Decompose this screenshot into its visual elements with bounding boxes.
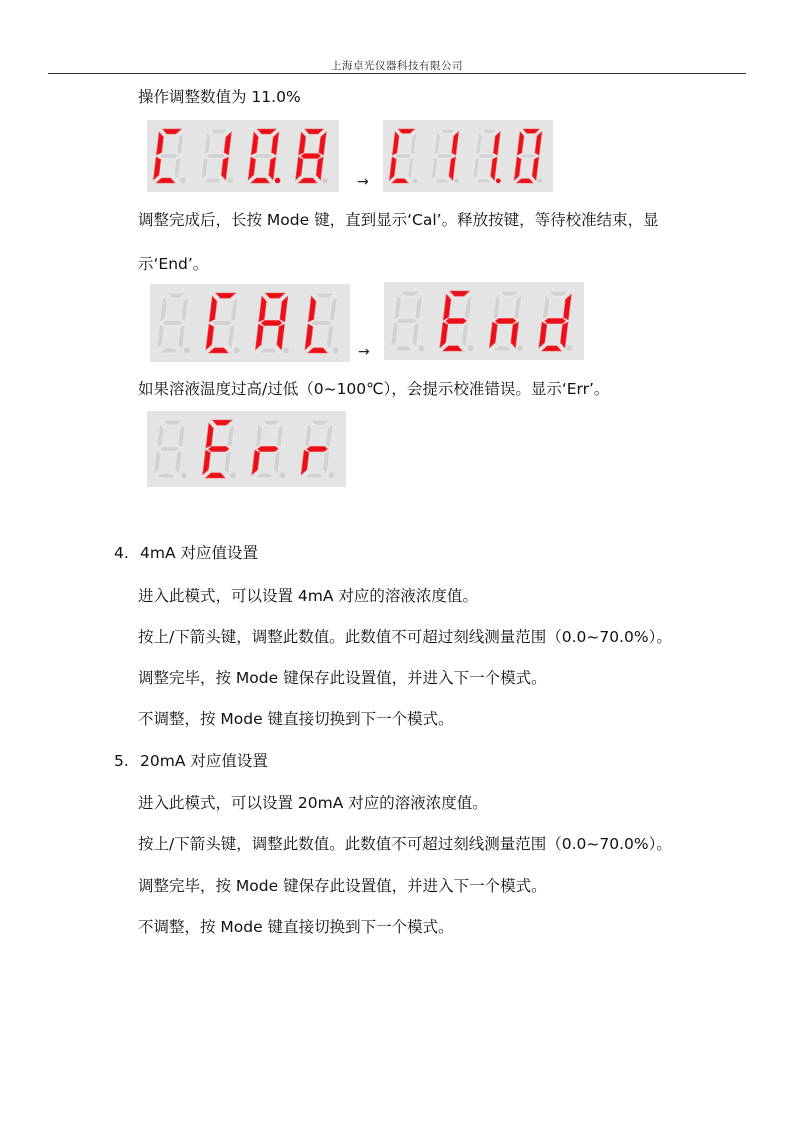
segment-unlit-d [492, 346, 512, 351]
segment-unlit-d [433, 179, 450, 183]
segment-lit-e [514, 157, 521, 181]
segment-lit-b [319, 132, 326, 155]
segment-lit-f [392, 132, 399, 156]
segment-unlit-a [262, 420, 282, 425]
segment-lit-d [205, 473, 225, 478]
segment-lit-c [560, 322, 568, 348]
segment-unlit-f [255, 423, 263, 448]
decimal-point-1 [227, 178, 232, 183]
segment-lit-f [517, 132, 524, 156]
section-line: 不调整，按 Mode 键直接切换到下一个模式。 [138, 918, 454, 936]
segment-lit-g [258, 446, 279, 451]
segment-lit-d [443, 346, 463, 351]
segment-lit-b [271, 132, 278, 155]
seven-seg-display-cal [150, 284, 350, 362]
segment-lit-e [296, 157, 303, 180]
decimal-point-3 [329, 473, 335, 479]
segment-unlit-b [325, 423, 333, 448]
segment-unlit-e [153, 450, 161, 475]
seven-seg-display-before [147, 120, 339, 192]
segment-lit-c [316, 157, 323, 180]
segment-unlit-e [431, 157, 438, 181]
decimal-point-0 [413, 178, 418, 183]
segment-lit-f [156, 132, 163, 155]
segment-unlit-d [393, 346, 413, 351]
segment-unlit-g [159, 154, 179, 159]
segment-lit-e [203, 450, 211, 475]
section-line: 进入此模式，可以设置 20mA 对应的溶液浓度值。 [138, 794, 488, 812]
segment-lit-f [299, 132, 306, 155]
segment-lit-e [539, 322, 547, 348]
segment-unlit-g [159, 446, 180, 451]
display-svg [147, 120, 339, 192]
segment-lit-c [511, 322, 519, 348]
display-svg [150, 284, 350, 362]
arrow-right-icon: → [357, 174, 369, 190]
decimal-point-0 [181, 473, 187, 479]
segment-unlit-a [311, 420, 331, 425]
decimal-point-3 [333, 348, 339, 354]
segment-unlit-d [258, 348, 278, 353]
segment-lit-e [252, 450, 260, 475]
segment-unlit-d [255, 473, 275, 478]
segment-lit-e [255, 324, 263, 350]
segment-lit-f [443, 294, 451, 320]
segment-unlit-a [210, 129, 229, 134]
segment-lit-a [216, 293, 236, 298]
decimal-point-3 [538, 178, 543, 183]
segment-unlit-d [156, 473, 176, 478]
decimal-point-2 [517, 346, 523, 352]
segment-lit-d [392, 179, 409, 183]
segment-unlit-c [326, 324, 334, 350]
segment-unlit-d [475, 179, 492, 183]
segment-unlit-f [542, 294, 550, 320]
segment-unlit-c [322, 450, 330, 475]
segment-lit-e [248, 157, 255, 180]
segment-lit-b [224, 132, 231, 155]
segment-unlit-g [394, 154, 411, 158]
segment-unlit-g [206, 154, 226, 159]
section-line: 不调整，按 Mode 键直接切换到下一个模式。 [138, 710, 454, 728]
display-svg [384, 282, 584, 360]
calibration-error-text: 如果溶液温度过高/过低（0~100℃），会提示校准错误。显示‘Err’。 [138, 380, 610, 398]
decimal-point-0 [180, 178, 185, 183]
decimal-point-2 [275, 178, 280, 183]
decimal-point-1 [454, 178, 459, 183]
decimal-point-1 [468, 346, 474, 352]
segment-unlit-b [464, 294, 472, 320]
segment-lit-c [277, 324, 285, 350]
segment-unlit-a [499, 291, 519, 296]
segment-lit-f [206, 423, 214, 448]
decimal-point-1 [230, 473, 236, 479]
segment-unlit-c [175, 450, 183, 475]
segment-lit-a [450, 291, 470, 296]
segment-lit-g [261, 320, 282, 325]
segment-lit-g [545, 318, 566, 323]
segment-lit-d [516, 179, 533, 183]
segment-unlit-f [394, 294, 402, 320]
section-title: 4mA 对应值设置 [140, 544, 258, 562]
segment-unlit-c [224, 450, 232, 475]
segment-unlit-f [157, 423, 165, 448]
decimal-point-2 [283, 348, 289, 354]
segment-unlit-g [254, 154, 274, 159]
segment-lit-g [301, 154, 321, 159]
segment-lit-c [221, 157, 228, 180]
segment-unlit-b [276, 423, 284, 448]
segment-lit-e [389, 157, 396, 181]
segment-lit-e [440, 322, 448, 348]
segment-lit-g [446, 318, 467, 323]
decimal-point-3 [322, 178, 327, 183]
segment-unlit-c [407, 157, 414, 181]
segment-unlit-g [396, 318, 417, 323]
segment-lit-d [209, 348, 229, 353]
segment-unlit-b [514, 294, 522, 320]
segment-unlit-d [304, 473, 324, 478]
display-svg [383, 120, 553, 192]
segment-unlit-f [204, 132, 211, 155]
segment-unlit-g [519, 154, 536, 158]
segment-unlit-g [162, 320, 183, 325]
segment-lit-d [251, 178, 270, 183]
segment-lit-c [449, 157, 456, 181]
section-number: 4. [114, 544, 129, 562]
section-line: 调整完毕，按 Mode 键保存此设置值，并进入下一个模式。 [138, 877, 547, 895]
segment-lit-b [535, 132, 542, 156]
segment-lit-a [398, 129, 415, 133]
segment-unlit-f [160, 296, 168, 322]
segment-lit-a [265, 293, 285, 298]
segment-unlit-b [181, 296, 189, 322]
segment-unlit-b [227, 423, 235, 448]
segment-lit-f [209, 296, 217, 322]
decimal-point-0 [184, 348, 190, 354]
segment-unlit-a [163, 420, 183, 425]
segment-unlit-b [177, 132, 184, 155]
segment-unlit-e [390, 322, 398, 348]
segment-lit-b [563, 294, 571, 320]
segment-unlit-b [178, 423, 186, 448]
segment-lit-b [493, 132, 500, 156]
segment-unlit-a [549, 291, 569, 296]
segment-unlit-b [415, 294, 423, 320]
segment-unlit-f [434, 132, 441, 156]
seven-seg-display-err [147, 411, 346, 487]
segment-unlit-f [493, 294, 501, 320]
segment-unlit-a [400, 291, 420, 296]
header-divider [48, 73, 746, 74]
segment-lit-f [259, 296, 267, 322]
segment-lit-d [156, 178, 175, 183]
segment-unlit-c [461, 322, 469, 348]
segment-lit-b [280, 296, 288, 322]
segment-lit-c [269, 157, 276, 180]
segment-lit-e [305, 324, 313, 350]
segment-lit-c [532, 157, 539, 181]
decimal-point-2 [496, 178, 501, 183]
segment-unlit-d [159, 348, 179, 353]
segment-lit-g [495, 318, 516, 323]
segment-lit-e [301, 450, 309, 475]
segment-unlit-c [178, 324, 186, 350]
segment-lit-d [298, 178, 317, 183]
segment-unlit-e [156, 324, 164, 350]
calibration-intro: 操作调整数值为 11.0% [138, 88, 301, 106]
seven-seg-display-after [383, 120, 553, 192]
segment-unlit-g [311, 320, 332, 325]
decimal-point-3 [567, 346, 573, 352]
segment-unlit-b [410, 132, 417, 156]
segment-unlit-g [478, 154, 495, 158]
seven-seg-display-end [384, 282, 584, 360]
segment-lit-a [305, 129, 324, 134]
section-line: 按上/下箭头键，调整此数值。此数值不可超过刻线测量范围（0.0~70.0%）。 [138, 835, 672, 853]
segment-lit-e [489, 322, 497, 348]
section-line: 进入此模式，可以设置 4mA 对应的溶液浓度值。 [138, 587, 478, 605]
decimal-point-2 [280, 473, 286, 479]
section-title: 20mA 对应值设置 [140, 752, 268, 770]
segment-lit-c [491, 157, 498, 181]
decimal-point-1 [234, 348, 240, 354]
page-header-company: 上海卓光仪器科技有限公司 [331, 60, 463, 72]
segment-lit-e [153, 157, 160, 180]
segment-lit-a [212, 420, 232, 425]
segment-unlit-c [273, 450, 281, 475]
segment-unlit-a [166, 293, 186, 298]
display-svg [147, 411, 346, 487]
segment-unlit-f [304, 423, 312, 448]
segment-lit-a [257, 129, 276, 134]
segment-lit-g [307, 446, 328, 451]
segment-lit-g [208, 446, 229, 451]
segment-lit-a [162, 129, 181, 134]
segment-lit-f [308, 296, 316, 322]
segment-unlit-g [436, 154, 453, 158]
segment-lit-d [308, 348, 328, 353]
segment-unlit-g [212, 320, 233, 325]
segment-unlit-c [227, 324, 235, 350]
segment-unlit-e [473, 157, 480, 181]
section-number: 5. [114, 752, 129, 770]
section-line: 调整完毕，按 Mode 键保存此设置值，并进入下一个模式。 [138, 669, 547, 687]
segment-unlit-a [481, 129, 498, 133]
segment-unlit-e [201, 157, 208, 180]
after-adjust-line-2: 示‘End’。 [138, 255, 209, 273]
segment-unlit-a [315, 293, 335, 298]
segment-unlit-a [440, 129, 457, 133]
segment-lit-d [542, 346, 562, 351]
segment-unlit-f [476, 132, 483, 156]
segment-unlit-b [230, 296, 238, 322]
arrow-right-icon: → [358, 344, 370, 360]
segment-unlit-b [329, 296, 337, 322]
after-adjust-line-1: 调整完成后，长按 Mode 键，直到显示‘Cal’。释放按键，等待校准结束，显 [138, 211, 659, 229]
segment-lit-f [251, 132, 258, 155]
segment-lit-b [452, 132, 459, 156]
segment-unlit-d [203, 178, 222, 183]
segment-unlit-c [174, 157, 181, 180]
section-line: 按上/下箭头键，调整此数值。此数值不可超过刻线测量范围（0.0~70.0%）。 [138, 628, 672, 646]
segment-unlit-c [412, 322, 420, 348]
decimal-point-0 [418, 346, 424, 352]
segment-lit-a [523, 129, 540, 133]
segment-lit-e [206, 324, 214, 350]
